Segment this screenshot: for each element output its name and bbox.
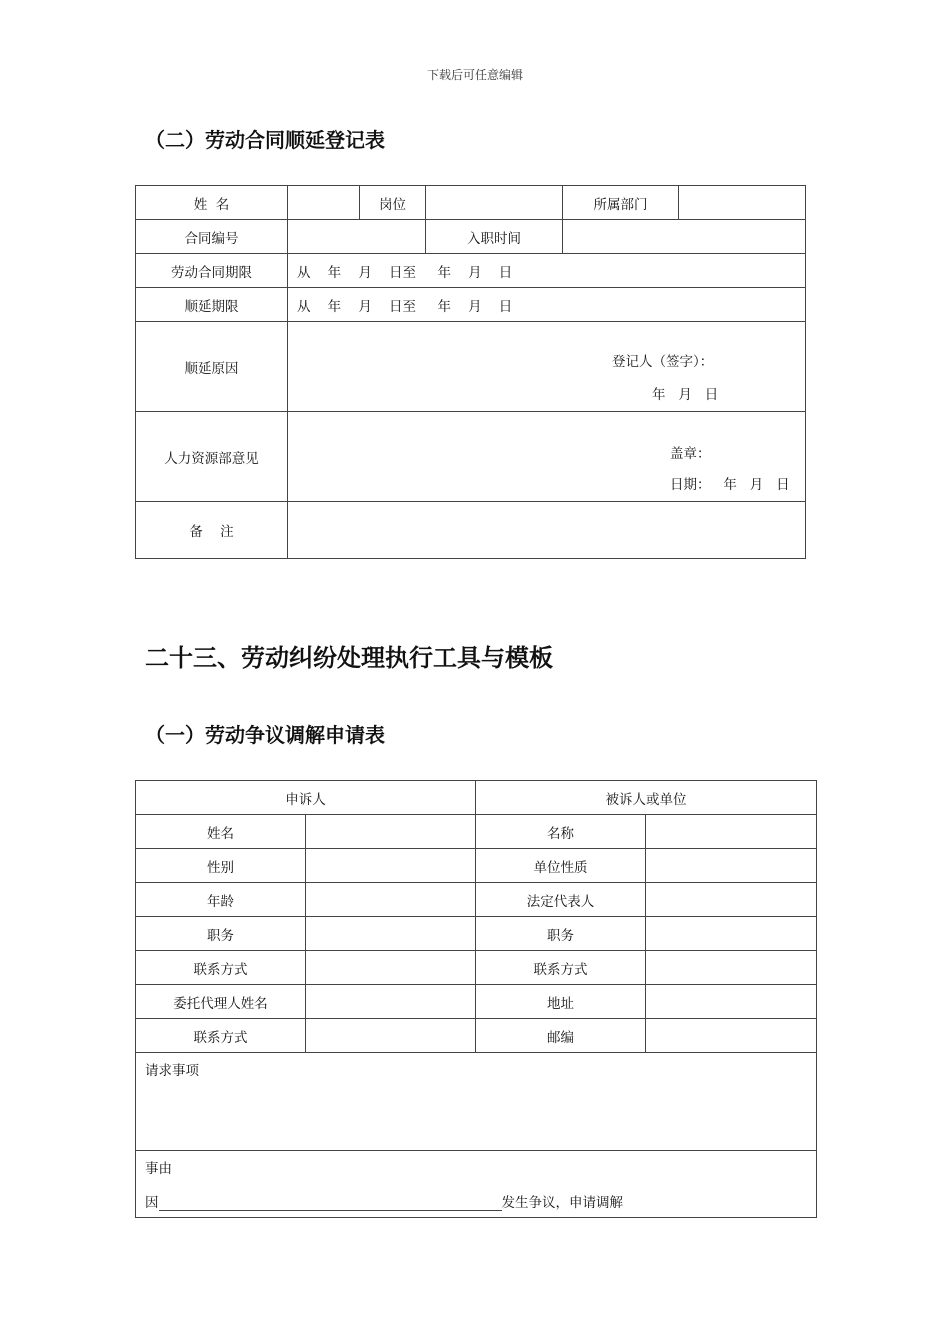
remarks-label: 备 注 bbox=[136, 502, 288, 559]
row-right-field[interactable] bbox=[646, 917, 817, 951]
extend-reason-label: 顺延原因 bbox=[136, 322, 288, 412]
contract-extension-table bbox=[135, 185, 806, 559]
row-left-field[interactable] bbox=[306, 917, 476, 951]
row-left-field[interactable] bbox=[306, 1019, 476, 1053]
request-label: 请求事项 bbox=[145, 1063, 199, 1079]
registrar-date-label: 年 月 日 bbox=[652, 386, 719, 403]
row-right-label: 地址 bbox=[476, 985, 646, 1019]
section-title-mediation-application: （一）劳动争议调解申请表 bbox=[145, 723, 385, 747]
extend-term-field[interactable]: 从 年 月 日至 年 月 日 bbox=[288, 288, 806, 322]
hr-opinion-field[interactable] bbox=[288, 412, 806, 502]
cause-label: 事由 bbox=[145, 1161, 172, 1177]
section-title-labor-dispute: 二十三、劳动纠纷处理执行工具与模板 bbox=[145, 644, 553, 672]
request-field[interactable] bbox=[136, 1053, 817, 1151]
name-field[interactable] bbox=[288, 186, 360, 220]
section-title-contract-extension: （二）劳动合同顺延登记表 bbox=[145, 128, 385, 152]
row-left-label: 性别 bbox=[136, 849, 306, 883]
contract-term-label: 劳动合同期限 bbox=[136, 254, 288, 288]
row-left-label: 职务 bbox=[136, 917, 306, 951]
remarks-field[interactable] bbox=[288, 502, 806, 559]
row-right-field[interactable] bbox=[646, 951, 817, 985]
dept-field[interactable] bbox=[679, 186, 806, 220]
row-right-label: 邮编 bbox=[476, 1019, 646, 1053]
complainant-header: 申诉人 bbox=[136, 781, 476, 815]
row-right-field[interactable] bbox=[646, 849, 817, 883]
hire-date-label: 入职时间 bbox=[426, 220, 563, 254]
header-note: 下载后可任意编辑 bbox=[426, 68, 523, 82]
row-right-label: 职务 bbox=[476, 917, 646, 951]
cause-field[interactable] bbox=[136, 1151, 817, 1218]
mediation-application-table bbox=[135, 780, 817, 1218]
cause-prefix: 因 bbox=[145, 1195, 159, 1211]
hr-opinion-label: 人力资源部意见 bbox=[136, 412, 288, 502]
name-label: 姓 名 bbox=[136, 186, 288, 220]
row-left-field[interactable] bbox=[306, 951, 476, 985]
hire-date-field[interactable] bbox=[563, 220, 806, 254]
dept-label: 所属部门 bbox=[563, 186, 679, 220]
contract-term-field[interactable]: 从 年 月 日至 年 月 日 bbox=[288, 254, 806, 288]
respondent-header: 被诉人或单位 bbox=[476, 781, 817, 815]
extend-reason-field[interactable] bbox=[288, 322, 806, 412]
seal-label: 盖章： bbox=[670, 445, 711, 462]
row-left-field[interactable] bbox=[306, 985, 476, 1019]
hr-date-label: 日期： 年 月 日 bbox=[670, 476, 790, 493]
row-left-label: 联系方式 bbox=[136, 1019, 306, 1053]
row-right-label: 法定代表人 bbox=[476, 883, 646, 917]
cause-suffix: 发生争议，申请调解 bbox=[501, 1195, 623, 1211]
contract-no-label: 合同编号 bbox=[136, 220, 288, 254]
row-right-field[interactable] bbox=[646, 1019, 817, 1053]
row-right-label: 联系方式 bbox=[476, 951, 646, 985]
row-right-field[interactable] bbox=[646, 815, 817, 849]
row-right-label: 单位性质 bbox=[476, 849, 646, 883]
row-left-label: 委托代理人姓名 bbox=[136, 985, 306, 1019]
row-left-field[interactable] bbox=[306, 883, 476, 917]
row-left-field[interactable] bbox=[306, 815, 476, 849]
row-right-field[interactable] bbox=[646, 985, 817, 1019]
registrar-sign-label: 登记人（签字）： bbox=[612, 353, 714, 370]
post-field[interactable] bbox=[426, 186, 563, 220]
row-left-label: 姓名 bbox=[136, 815, 306, 849]
row-left-label: 年龄 bbox=[136, 883, 306, 917]
cause-blank[interactable] bbox=[159, 1196, 502, 1211]
row-left-label: 联系方式 bbox=[136, 951, 306, 985]
row-right-label: 名称 bbox=[476, 815, 646, 849]
cause-line bbox=[145, 1191, 807, 1211]
row-left-field[interactable] bbox=[306, 849, 476, 883]
extend-term-label: 顺延期限 bbox=[136, 288, 288, 322]
contract-no-field[interactable] bbox=[288, 220, 426, 254]
post-label: 岗位 bbox=[360, 186, 426, 220]
row-right-field[interactable] bbox=[646, 883, 817, 917]
